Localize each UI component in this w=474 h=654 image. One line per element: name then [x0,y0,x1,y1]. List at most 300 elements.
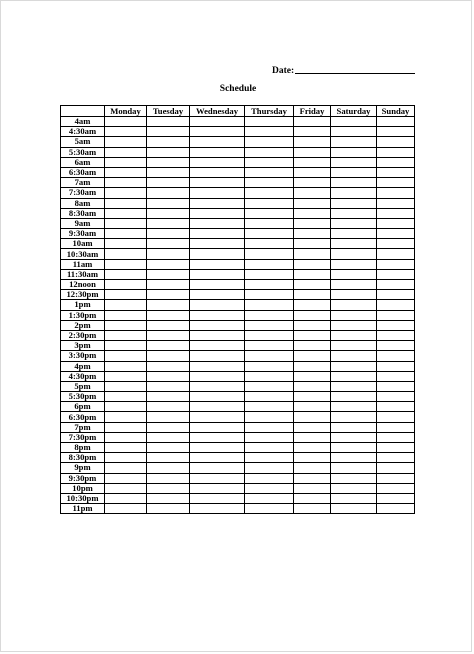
schedule-cell-saturday[interactable] [331,320,377,330]
table-row [61,167,415,177]
schedule-cell-wednesday[interactable] [190,218,245,228]
schedule-cell-friday[interactable] [294,412,331,422]
schedule-cell-thursday[interactable] [245,290,294,300]
schedule-cell-wednesday[interactable] [190,249,245,259]
schedule-cell-friday[interactable] [294,422,331,432]
schedule-cell-sunday[interactable] [377,229,415,239]
table-row [61,280,415,290]
schedule-cell-sunday[interactable] [377,443,415,453]
schedule-cell-sunday[interactable] [377,493,415,503]
schedule-cell-friday[interactable] [294,310,331,320]
schedule-cell-friday[interactable] [294,473,331,483]
schedule-cell-tuesday[interactable] [147,249,190,259]
schedule-cell-monday[interactable] [105,443,147,453]
schedule-cell-tuesday[interactable] [147,320,190,330]
schedule-cell-tuesday[interactable] [147,269,190,279]
schedule-cell-friday[interactable] [294,127,331,137]
schedule-cell-thursday[interactable] [245,229,294,239]
schedule-cell-thursday[interactable] [245,218,294,228]
schedule-cell-sunday[interactable] [377,280,415,290]
schedule-cell-saturday[interactable] [331,453,377,463]
schedule-cell-wednesday[interactable] [190,453,245,463]
table-row [61,269,415,279]
time-label: 1:30pm [61,310,105,320]
schedule-cell-tuesday[interactable] [147,504,190,514]
schedule-cell-wednesday[interactable] [190,127,245,137]
schedule-cell-tuesday[interactable] [147,483,190,493]
table-row [61,188,415,198]
schedule-cell-monday[interactable] [105,117,147,127]
schedule-cell-sunday[interactable] [377,290,415,300]
time-label: 10pm [61,483,105,493]
schedule-cell-thursday[interactable] [245,392,294,402]
schedule-cell-wednesday[interactable] [190,117,245,127]
schedule-cell-thursday[interactable] [245,381,294,391]
schedule-cell-wednesday[interactable] [190,351,245,361]
time-label: 8pm [61,443,105,453]
schedule-cell-sunday[interactable] [377,361,415,371]
schedule-cell-saturday[interactable] [331,167,377,177]
schedule-cell-sunday[interactable] [377,188,415,198]
schedule-cell-monday[interactable] [105,280,147,290]
schedule-cell-monday[interactable] [105,392,147,402]
schedule-cell-saturday[interactable] [331,280,377,290]
schedule-cell-wednesday[interactable] [190,422,245,432]
schedule-cell-sunday[interactable] [377,167,415,177]
schedule-cell-sunday[interactable] [377,463,415,473]
schedule-cell-wednesday[interactable] [190,147,245,157]
schedule-cell-friday[interactable] [294,290,331,300]
schedule-cell-thursday[interactable] [245,432,294,442]
schedule-cell-saturday[interactable] [331,463,377,473]
schedule-cell-saturday[interactable] [331,137,377,147]
schedule-cell-monday[interactable] [105,290,147,300]
schedule-cell-saturday[interactable] [331,432,377,442]
schedule-cell-thursday[interactable] [245,310,294,320]
schedule-cell-wednesday[interactable] [190,504,245,514]
schedule-cell-wednesday[interactable] [190,300,245,310]
time-label: 6:30am [61,167,105,177]
schedule-cell-friday[interactable] [294,239,331,249]
schedule-cell-thursday[interactable] [245,493,294,503]
schedule-body [61,117,415,514]
schedule-cell-thursday[interactable] [245,320,294,330]
schedule-cell-monday[interactable] [105,147,147,157]
schedule-cell-saturday[interactable] [331,402,377,412]
schedule-cell-sunday[interactable] [377,310,415,320]
schedule-cell-sunday[interactable] [377,249,415,259]
schedule-cell-tuesday[interactable] [147,198,190,208]
schedule-cell-sunday[interactable] [377,239,415,249]
schedule-cell-tuesday[interactable] [147,208,190,218]
schedule-cell-tuesday[interactable] [147,127,190,137]
schedule-cell-wednesday[interactable] [190,402,245,412]
schedule-cell-tuesday[interactable] [147,229,190,239]
schedule-cell-thursday[interactable] [245,361,294,371]
schedule-cell-wednesday[interactable] [190,412,245,422]
schedule-cell-friday[interactable] [294,463,331,473]
schedule-cell-monday[interactable] [105,402,147,412]
schedule-cell-saturday[interactable] [331,351,377,361]
schedule-cell-friday[interactable] [294,269,331,279]
schedule-cell-wednesday[interactable] [190,137,245,147]
schedule-cell-saturday[interactable] [331,504,377,514]
schedule-cell-wednesday[interactable] [190,432,245,442]
schedule-cell-wednesday[interactable] [190,208,245,218]
schedule-cell-thursday[interactable] [245,504,294,514]
schedule-cell-monday[interactable] [105,198,147,208]
schedule-cell-monday[interactable] [105,381,147,391]
schedule-cell-tuesday[interactable] [147,422,190,432]
schedule-cell-sunday[interactable] [377,504,415,514]
schedule-cell-wednesday[interactable] [190,330,245,340]
schedule-cell-wednesday[interactable] [190,198,245,208]
schedule-cell-wednesday[interactable] [190,178,245,188]
schedule-cell-tuesday[interactable] [147,351,190,361]
schedule-cell-thursday[interactable] [245,483,294,493]
schedule-cell-wednesday[interactable] [190,493,245,503]
schedule-cell-wednesday[interactable] [190,381,245,391]
time-label: 2pm [61,320,105,330]
schedule-cell-sunday[interactable] [377,178,415,188]
schedule-cell-wednesday[interactable] [190,392,245,402]
schedule-cell-thursday[interactable] [245,157,294,167]
schedule-cell-friday[interactable] [294,493,331,503]
schedule-cell-monday[interactable] [105,432,147,442]
schedule-cell-monday[interactable] [105,493,147,503]
schedule-cell-thursday[interactable] [245,249,294,259]
schedule-cell-saturday[interactable] [331,341,377,351]
schedule-cell-saturday[interactable] [331,218,377,228]
schedule-cell-thursday[interactable] [245,412,294,422]
schedule-cell-friday[interactable] [294,229,331,239]
schedule-cell-friday[interactable] [294,402,331,412]
schedule-cell-saturday[interactable] [331,249,377,259]
schedule-cell-wednesday[interactable] [190,361,245,371]
schedule-cell-monday[interactable] [105,229,147,239]
schedule-cell-monday[interactable] [105,300,147,310]
schedule-cell-friday[interactable] [294,432,331,442]
schedule-cell-monday[interactable] [105,463,147,473]
schedule-cell-sunday[interactable] [377,341,415,351]
schedule-cell-friday[interactable] [294,504,331,514]
schedule-cell-tuesday[interactable] [147,392,190,402]
schedule-cell-monday[interactable] [105,504,147,514]
schedule-cell-tuesday[interactable] [147,259,190,269]
day-header-friday: Friday [294,106,331,117]
schedule-cell-monday[interactable] [105,341,147,351]
schedule-cell-friday[interactable] [294,167,331,177]
schedule-cell-tuesday[interactable] [147,178,190,188]
schedule-cell-tuesday[interactable] [147,402,190,412]
schedule-cell-thursday[interactable] [245,137,294,147]
schedule-cell-saturday[interactable] [331,208,377,218]
schedule-cell-wednesday[interactable] [190,483,245,493]
schedule-cell-sunday[interactable] [377,351,415,361]
schedule-cell-wednesday[interactable] [190,239,245,249]
schedule-cell-sunday[interactable] [377,269,415,279]
schedule-cell-thursday[interactable] [245,402,294,412]
schedule-cell-friday[interactable] [294,300,331,310]
schedule-cell-thursday[interactable] [245,371,294,381]
schedule-cell-monday[interactable] [105,137,147,147]
schedule-cell-sunday[interactable] [377,330,415,340]
time-label: 8:30pm [61,453,105,463]
schedule-cell-wednesday[interactable] [190,167,245,177]
schedule-cell-saturday[interactable] [331,198,377,208]
schedule-cell-saturday[interactable] [331,483,377,493]
time-label: 7:30pm [61,432,105,442]
schedule-cell-saturday[interactable] [331,412,377,422]
schedule-cell-sunday[interactable] [377,300,415,310]
schedule-cell-wednesday[interactable] [190,443,245,453]
table-row [61,178,415,188]
schedule-cell-monday[interactable] [105,167,147,177]
schedule-cell-saturday[interactable] [331,178,377,188]
schedule-cell-wednesday[interactable] [190,473,245,483]
schedule-cell-thursday[interactable] [245,127,294,137]
schedule-cell-monday[interactable] [105,453,147,463]
schedule-cell-thursday[interactable] [245,330,294,340]
schedule-cell-monday[interactable] [105,208,147,218]
schedule-cell-wednesday[interactable] [190,229,245,239]
schedule-cell-tuesday[interactable] [147,463,190,473]
schedule-cell-tuesday[interactable] [147,188,190,198]
schedule-cell-wednesday[interactable] [190,371,245,381]
schedule-cell-monday[interactable] [105,127,147,137]
schedule-cell-thursday[interactable] [245,239,294,249]
schedule-cell-monday[interactable] [105,412,147,422]
table-row [61,208,415,218]
schedule-cell-friday[interactable] [294,381,331,391]
schedule-cell-friday[interactable] [294,198,331,208]
schedule-cell-friday[interactable] [294,341,331,351]
schedule-cell-sunday[interactable] [377,127,415,137]
schedule-cell-tuesday[interactable] [147,453,190,463]
schedule-cell-thursday[interactable] [245,443,294,453]
schedule-cell-monday[interactable] [105,320,147,330]
schedule-cell-friday[interactable] [294,330,331,340]
schedule-cell-thursday[interactable] [245,269,294,279]
schedule-cell-monday[interactable] [105,188,147,198]
schedule-cell-tuesday[interactable] [147,361,190,371]
schedule-cell-thursday[interactable] [245,341,294,351]
schedule-cell-friday[interactable] [294,178,331,188]
schedule-cell-tuesday[interactable] [147,137,190,147]
schedule-cell-thursday[interactable] [245,167,294,177]
schedule-cell-friday[interactable] [294,249,331,259]
schedule-cell-sunday[interactable] [377,259,415,269]
schedule-cell-monday[interactable] [105,269,147,279]
schedule-cell-saturday[interactable] [331,310,377,320]
schedule-cell-saturday[interactable] [331,392,377,402]
schedule-cell-saturday[interactable] [331,300,377,310]
schedule-cell-sunday[interactable] [377,117,415,127]
schedule-cell-monday[interactable] [105,239,147,249]
time-label: 4:30am [61,127,105,137]
schedule-cell-friday[interactable] [294,188,331,198]
schedule-cell-thursday[interactable] [245,422,294,432]
schedule-cell-friday[interactable] [294,117,331,127]
schedule-cell-sunday[interactable] [377,392,415,402]
schedule-cell-monday[interactable] [105,351,147,361]
schedule-cell-wednesday[interactable] [190,290,245,300]
schedule-cell-thursday[interactable] [245,208,294,218]
schedule-cell-saturday[interactable] [331,239,377,249]
schedule-cell-tuesday[interactable] [147,167,190,177]
schedule-cell-friday[interactable] [294,361,331,371]
schedule-cell-thursday[interactable] [245,300,294,310]
schedule-cell-sunday[interactable] [377,473,415,483]
schedule-cell-wednesday[interactable] [190,188,245,198]
time-label: 10:30pm [61,493,105,503]
schedule-cell-sunday[interactable] [377,137,415,147]
schedule-cell-friday[interactable] [294,137,331,147]
schedule-cell-tuesday[interactable] [147,341,190,351]
table-row [61,290,415,300]
schedule-cell-sunday[interactable] [377,483,415,493]
schedule-cell-wednesday[interactable] [190,463,245,473]
schedule-cell-sunday[interactable] [377,402,415,412]
table-row [61,361,415,371]
table-row [61,117,415,127]
schedule-cell-saturday[interactable] [331,330,377,340]
schedule-cell-tuesday[interactable] [147,432,190,442]
schedule-cell-wednesday[interactable] [190,341,245,351]
schedule-cell-thursday[interactable] [245,178,294,188]
schedule-cell-saturday[interactable] [331,269,377,279]
schedule-cell-thursday[interactable] [245,453,294,463]
schedule-cell-sunday[interactable] [377,147,415,157]
schedule-cell-sunday[interactable] [377,198,415,208]
schedule-cell-monday[interactable] [105,422,147,432]
schedule-cell-thursday[interactable] [245,473,294,483]
schedule-cell-saturday[interactable] [331,117,377,127]
schedule-cell-friday[interactable] [294,483,331,493]
time-label: 8am [61,198,105,208]
schedule-cell-tuesday[interactable] [147,371,190,381]
schedule-cell-saturday[interactable] [331,259,377,269]
schedule-cell-tuesday[interactable] [147,493,190,503]
schedule-cell-tuesday[interactable] [147,310,190,320]
time-label: 11pm [61,504,105,514]
schedule-cell-saturday[interactable] [331,290,377,300]
schedule-cell-monday[interactable] [105,259,147,269]
schedule-cell-saturday[interactable] [331,157,377,167]
schedule-cell-tuesday[interactable] [147,157,190,167]
schedule-cell-saturday[interactable] [331,147,377,157]
schedule-cell-friday[interactable] [294,280,331,290]
schedule-cell-friday[interactable] [294,259,331,269]
schedule-cell-friday[interactable] [294,392,331,402]
schedule-cell-friday[interactable] [294,157,331,167]
schedule-cell-friday[interactable] [294,371,331,381]
schedule-cell-saturday[interactable] [331,443,377,453]
schedule-cell-monday[interactable] [105,178,147,188]
schedule-cell-tuesday[interactable] [147,280,190,290]
schedule-cell-thursday[interactable] [245,117,294,127]
schedule-cell-monday[interactable] [105,249,147,259]
schedule-cell-thursday[interactable] [245,198,294,208]
schedule-cell-wednesday[interactable] [190,280,245,290]
table-row [61,147,415,157]
schedule-cell-wednesday[interactable] [190,259,245,269]
schedule-cell-saturday[interactable] [331,493,377,503]
schedule-cell-saturday[interactable] [331,381,377,391]
table-row [61,310,415,320]
schedule-cell-tuesday[interactable] [147,412,190,422]
schedule-cell-monday[interactable] [105,473,147,483]
schedule-cell-sunday[interactable] [377,412,415,422]
schedule-cell-wednesday[interactable] [190,320,245,330]
schedule-cell-monday[interactable] [105,361,147,371]
schedule-cell-saturday[interactable] [331,473,377,483]
schedule-cell-tuesday[interactable] [147,381,190,391]
schedule-cell-saturday[interactable] [331,361,377,371]
schedule-cell-saturday[interactable] [331,422,377,432]
schedule-cell-friday[interactable] [294,443,331,453]
schedule-cell-tuesday[interactable] [147,300,190,310]
schedule-cell-monday[interactable] [105,157,147,167]
schedule-cell-tuesday[interactable] [147,290,190,300]
schedule-cell-monday[interactable] [105,330,147,340]
schedule-cell-friday[interactable] [294,320,331,330]
schedule-cell-thursday[interactable] [245,351,294,361]
schedule-cell-monday[interactable] [105,371,147,381]
schedule-cell-thursday[interactable] [245,147,294,157]
schedule-cell-friday[interactable] [294,147,331,157]
schedule-cell-wednesday[interactable] [190,157,245,167]
schedule-cell-wednesday[interactable] [190,269,245,279]
schedule-cell-sunday[interactable] [377,371,415,381]
schedule-cell-sunday[interactable] [377,432,415,442]
schedule-cell-monday[interactable] [105,310,147,320]
time-label: 11:30am [61,269,105,279]
schedule-cell-saturday[interactable] [331,229,377,239]
schedule-cell-saturday[interactable] [331,127,377,137]
schedule-cell-sunday[interactable] [377,320,415,330]
schedule-cell-sunday[interactable] [377,218,415,228]
schedule-cell-tuesday[interactable] [147,218,190,228]
schedule-cell-tuesday[interactable] [147,473,190,483]
schedule-cell-wednesday[interactable] [190,310,245,320]
schedule-cell-sunday[interactable] [377,157,415,167]
schedule-cell-tuesday[interactable] [147,443,190,453]
schedule-cell-tuesday[interactable] [147,330,190,340]
schedule-cell-sunday[interactable] [377,422,415,432]
schedule-cell-tuesday[interactable] [147,147,190,157]
table-row [61,229,415,239]
schedule-cell-monday[interactable] [105,483,147,493]
schedule-cell-sunday[interactable] [377,453,415,463]
schedule-cell-friday[interactable] [294,351,331,361]
schedule-cell-sunday[interactable] [377,208,415,218]
schedule-cell-saturday[interactable] [331,371,377,381]
table-row [61,483,415,493]
schedule-cell-thursday[interactable] [245,463,294,473]
schedule-cell-thursday[interactable] [245,259,294,269]
schedule-cell-thursday[interactable] [245,188,294,198]
schedule-cell-thursday[interactable] [245,280,294,290]
schedule-cell-friday[interactable] [294,208,331,218]
schedule-cell-tuesday[interactable] [147,239,190,249]
schedule-cell-tuesday[interactable] [147,117,190,127]
schedule-cell-sunday[interactable] [377,381,415,391]
schedule-cell-friday[interactable] [294,218,331,228]
schedule-cell-friday[interactable] [294,453,331,463]
schedule-cell-saturday[interactable] [331,188,377,198]
schedule-cell-monday[interactable] [105,218,147,228]
